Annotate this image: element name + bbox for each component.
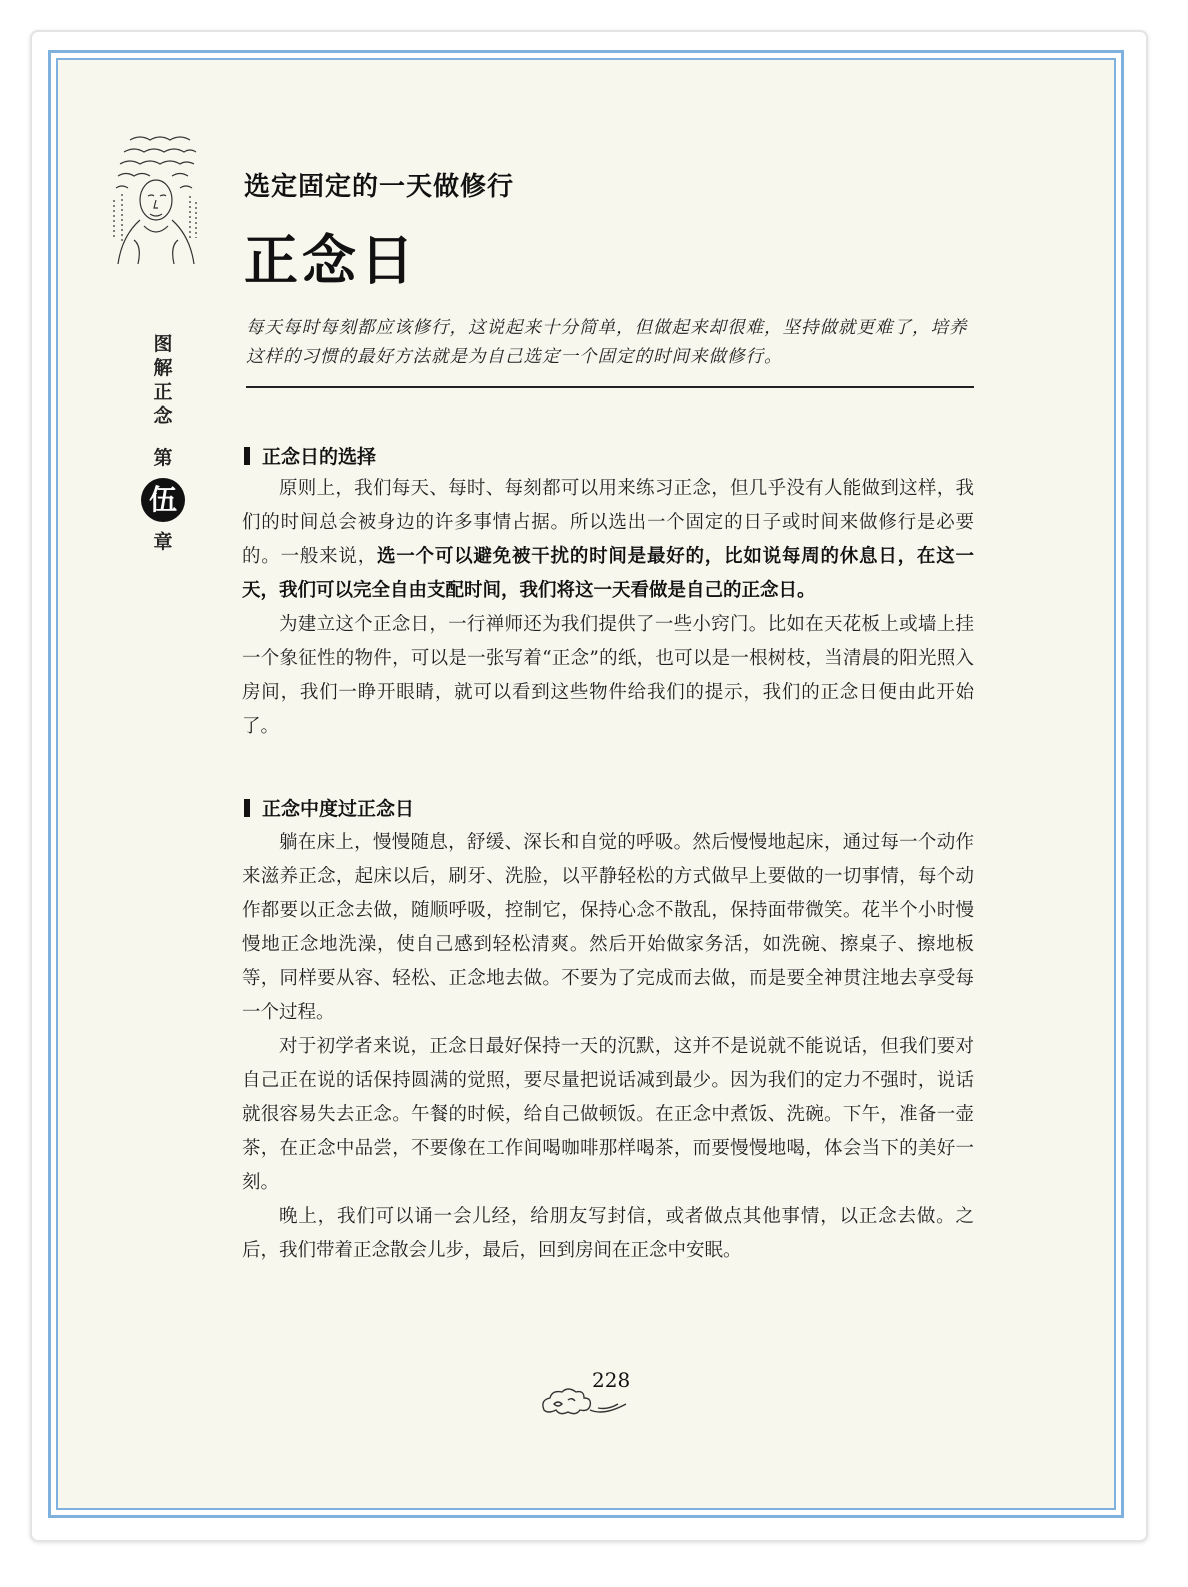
heading-bar-icon	[244, 799, 250, 817]
paragraph: 躺在床上，慢慢随息，舒缓、深长和自觉的呼吸。然后慢慢地起床，通过每一个动作来滋养正念，起床以后，刷牙、洗脸，以平静轻松的方式做早上要做的一切事情，每个动作都要以正念去做，随顺呼吸，控制它，保持心念不散乱，保持面带微笑。花半个小时慢慢地正念地洗澡，使自己感到轻松清爽。然后开始做家务活，如洗碗、擦桌子、擦地板等，同样要从容、轻松、正念地去做。不要为了完成而去做，而是要全神贯注地去享受每一个过程。	[242, 832, 974, 1023]
book-title-char: 图	[153, 333, 173, 355]
paragraph: 对于初学者来说，正念日最好保持一天的沉默，这并不是说就不能说话，但我们要对自己正在说的话保持圆满的觉照，要尽量把说话减到最少。因为我们的定力不强时，说话就很容易失去正念。午餐的时候，给自己做顿饭。在正念中煮饭、洗碗。下午，准备一壶茶，在正念中品尝，不要像在工作间喝咖啡那样喝茶，而要慢慢地喝，体会当下的美好一刻。	[242, 1036, 974, 1193]
paragraph-bold-text: 选一个可以避免被干扰的时间是最好的，比如说每周的休息日，在这一天，我们可以完全自由支配时间，我们将这一天看做是自己的正念日。	[242, 546, 974, 601]
chapter-number-badge: 伍	[141, 478, 185, 522]
section-heading-text: 正念日的选择	[262, 446, 377, 468]
section-body	[242, 826, 974, 1268]
intro-paragraph: 每天每时每刻都应该修行，这说起来十分简单，但做起来却很难，坚持做就更难了，培养这样的习惯的最好方法就是为自己选定一个固定的时间来做修行。	[246, 318, 968, 367]
page-number: 228	[592, 1368, 631, 1392]
chapter-zhang: 章	[153, 531, 173, 553]
paragraph-text: 原则上，我们每天、每时、每刻都可以用来练习正念，但几乎没有人能做到这样，我们的时间总会被身边的许多事情占据。所以选出一个固定的日子或时间来做修行是必要的。一般来说，	[242, 478, 974, 567]
paragraph: 晚上，我们可以诵一会儿经，给朋友写封信，或者做点其他事情，以正念去做。之后，我们带着正念散会儿步，最后，回到房间在正念中安眠。	[242, 1206, 974, 1261]
heading-bar-icon	[244, 447, 250, 465]
section-heading	[244, 442, 974, 469]
sage-illustration	[110, 130, 200, 270]
book-title-char: 解	[153, 357, 173, 379]
page-title: 正念日	[244, 228, 418, 292]
book-title-char: 正	[153, 381, 173, 403]
section-heading	[244, 794, 974, 821]
section-subtitle: 选定固定的一天做修行	[244, 172, 515, 202]
cloud-ornament-icon	[538, 1384, 630, 1420]
book-title-char: 念	[153, 405, 173, 427]
section-heading-text: 正念中度过正念日	[262, 798, 415, 820]
book-page	[56, 58, 1116, 1510]
section-body	[242, 472, 974, 744]
paragraph: 为建立这个正念日，一行禅师还为我们提供了一些小窍门。比如在天花板上或墙上挂一个象征性的物件，可以是一张写着“正念”的纸，也可以是一根树枝，当清晨的阳光照入房间，我们一睁开眼睛，就可以看到这些物件给我们的提示，我们的正念日便由此开始了。	[242, 614, 974, 737]
chapter-side-label	[146, 332, 180, 554]
paragraph	[242, 472, 974, 608]
chapter-di: 第	[153, 447, 173, 469]
divider-rule	[246, 386, 974, 388]
